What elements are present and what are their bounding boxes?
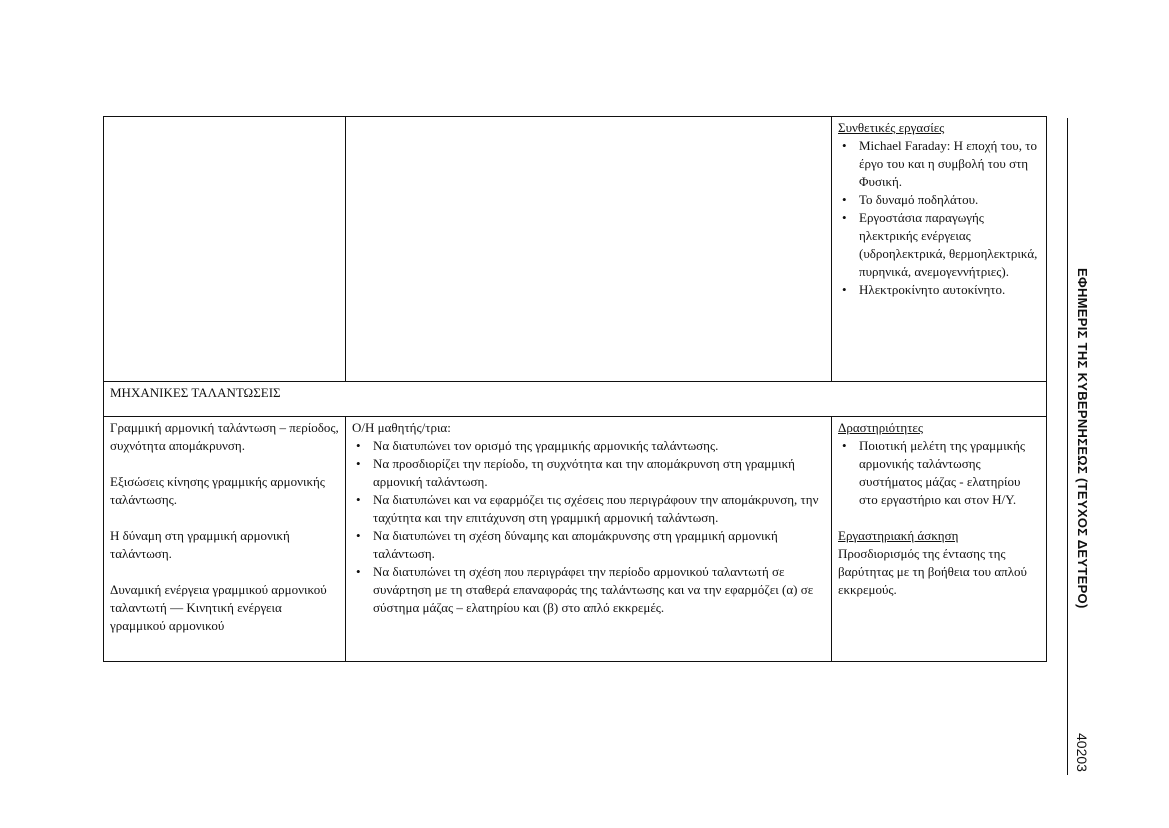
topics-cell [104,417,346,662]
table-row-section [104,382,1047,417]
list-item: • Να διατυπώνει τη σχέση που περιγράφει την περίοδο αρμονικού ταλαντωτή σε συνάρτηση με τη σταθερά επαναφοράς της ταλάντωσης και να την εφαρμόζει (α) σε σύστημα μάζας – ελατηρίου και (β) στο απλό εκκρεμές. [352,563,826,617]
list-item: • Να διατυπώνει τον ορισμό της γραμμικής αρμονικής ταλάντωσης. [352,437,826,455]
topic-item: Εξισώσεις κίνησης γραμμικής αρμονικής ταλάντωσης. [110,474,325,507]
list-item: • Να διατυπώνει τη σχέση δύναμης και απομάκρυνσης στη γραμμική αρμονική ταλάντωση. [352,527,826,563]
spacer [110,455,340,473]
list-item: • Το δυναμό ποδηλάτου. [838,191,1041,209]
topic-item: Δυναμική ενέργεια γραμμικού αρμονικού ταλαντωτή — Κινητική ενέργεια γραμμικού αρμονικού [110,582,327,633]
list-item: • Ποιοτική μελέτη της γραμμικής αρμονικής ταλάντωσης συστήματος μάζας - ελατηρίου στο εργαστήριο και στον Η/Υ. [838,437,1041,509]
section-title: ΜΗΧΑΝΙΚΕΣ ΤΑΛΑΝΤΩΣΕΙΣ [104,382,1047,417]
table-row-content [104,417,1047,662]
topics-cell-top [104,117,346,382]
spacer [110,563,340,581]
spacer [110,509,340,527]
table-row-top [104,117,1047,382]
lab-text: Προσδιορισμός της έντασης της βαρύτητας με τη βοήθεια του απλού εκκρεμούς. [838,546,1027,597]
objectives-cell-top [346,117,832,382]
activities-cell-top [832,117,1047,382]
topic-item: Γραμμική αρμονική ταλάντωση – περίοδος, συχνότητα απομάκρυνση. [110,420,339,453]
activities-cell [832,417,1047,662]
list-item: • Να διατυπώνει και να εφαρμόζει τις σχέσεις που περιγράφουν την απομάκρυνση, την ταχύτητα και την επιτάχυνση στη γραμμική αρμονική ταλάντωση. [352,491,826,527]
objectives-intro: Ο/Η μαθητής/τρια: [352,420,451,435]
objectives-cell [346,417,832,662]
spacer [838,509,1041,527]
synthetic-tasks-heading: Συνθετικές εργασίες [838,120,945,135]
list-item: • Εργοστάσια παραγωγής ηλεκτρικής ενέργειας (υδροηλεκτρικά, θερμοηλεκτρικά, πυρηνικά, ανεμογεννήτριες). [838,209,1041,281]
lab-heading: Εργαστηριακή άσκηση [838,528,959,543]
activities-list [838,437,1041,509]
list-item: • Να προσδιορίζει την περίοδο, τη συχνότητα και την απομάκρυνση στη γραμμική αρμονική ταλάντωση. [352,455,826,491]
activities-heading: Δραστηριότητες [838,420,924,435]
list-item: • Michael Faraday: Η εποχή του, το έργο του και η συμβολή του στη Φυσική. [838,137,1041,191]
running-header-title: ΕΦΗΜΕΡΙΣ ΤΗΣ ΚΥΒΕΡΝΗΣΕΩΣ (ΤΕΥΧΟΣ ΔΕΥΤΕΡΟ) [1075,268,1090,609]
synthetic-tasks-list [838,137,1041,299]
list-item: • Ηλεκτροκίνητο αυτοκίνητο. [838,281,1041,299]
curriculum-table [103,116,1047,662]
header-divider [1067,118,1068,775]
topic-item: Η δύναμη στη γραμμική αρμονική ταλάντωση. [110,528,290,561]
page-number: 40203 [1074,733,1090,772]
objectives-list [352,437,826,617]
